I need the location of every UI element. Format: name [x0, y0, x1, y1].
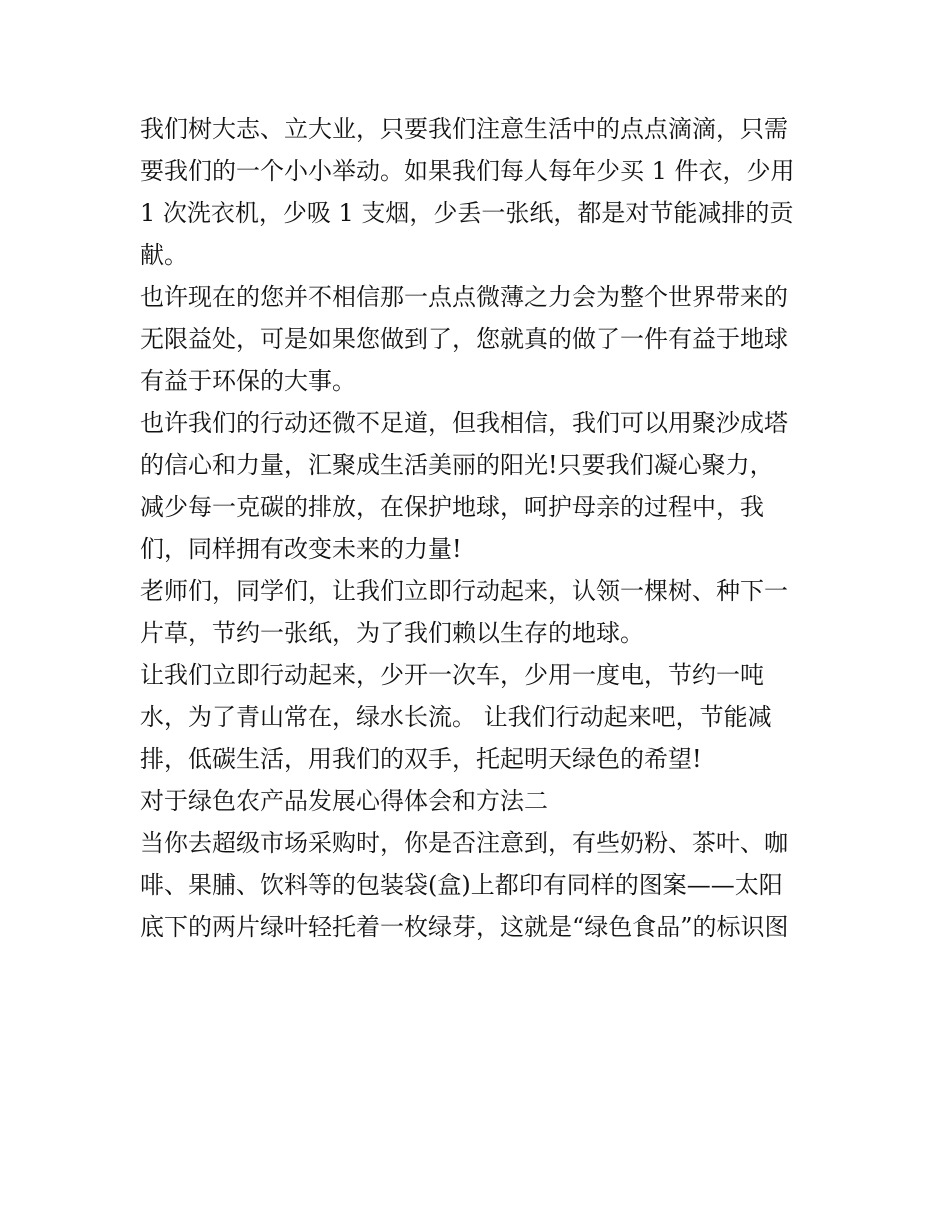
text-line: 让我们立即行动起来，少开一次车，少用一度电，节约一吨: [140, 661, 764, 689]
text-line: 减少每一克碳的排放，在保护地球，呵护母亲的过程中，我: [140, 493, 764, 521]
text-line: 也许我们的行动还微不足道，但我相信，我们可以用聚沙成塔: [140, 409, 788, 437]
text-line: 也许现在的您并不相信那一点点微薄之力会为整个世界带来的: [140, 283, 788, 311]
text-line: 的信心和力量，汇聚成生活美丽的阳光!只要我们凝心聚力，: [140, 451, 774, 479]
text-line: 当你去超级市场采购时，你是否注意到，有些奶粉、茶叶、咖: [140, 829, 788, 857]
section-heading: 对于绿色农产品发展心得体会和方法二: [140, 787, 548, 815]
text-line: 献。: [140, 241, 188, 269]
text-line: 啡、果脯、饮料等的包装袋(盒)上都印有同样的图案——太阳: [140, 871, 783, 899]
text-line: 排，低碳生活，用我们的双手，托起明天绿色的希望!: [140, 745, 702, 773]
document-body: [140, 108, 820, 948]
text-line: 底下的两片绿叶轻托着一枚绿芽，这就是“绿色食品”的标识图: [140, 913, 789, 941]
text-line: 水，为了青山常在，绿水长流。 让我们行动起来吧，节能减: [140, 703, 772, 731]
text-line: 我们树大志、立大业，只要我们注意生活中的点点滴滴，只需: [140, 115, 788, 143]
text-line: 1 次洗衣机，少吸 1 支烟，少丢一张纸，都是对节能减排的贡: [140, 199, 794, 227]
text-line: 有益于环保的大事。: [140, 367, 356, 395]
text-line: 要我们的一个小小举动。如果我们每人每年少买 1 件衣，少用: [140, 157, 795, 185]
text-line: 无限益处，可是如果您做到了，您就真的做了一件有益于地球: [140, 325, 788, 353]
text-line: 老师们，同学们，让我们立即行动起来，认领一棵树、种下一: [140, 577, 788, 605]
text-line: 片草，节约一张纸，为了我们赖以生存的地球。: [140, 619, 644, 647]
text-line: 们，同样拥有改变未来的力量!: [140, 535, 462, 563]
